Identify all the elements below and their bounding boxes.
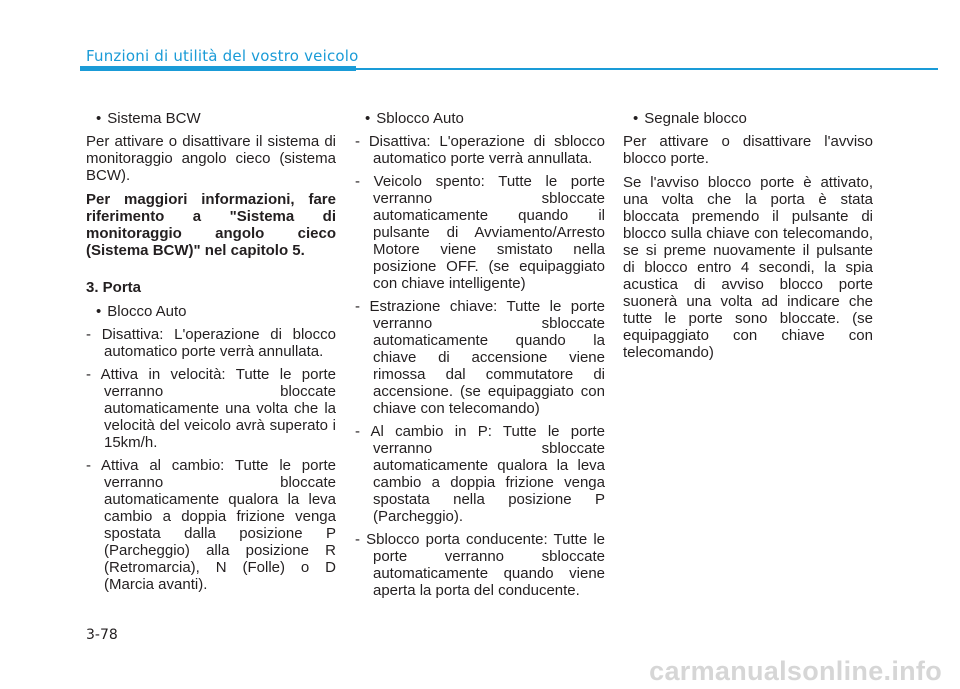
item-veicolo-spento: - Veicolo spento: Tutte le porte verranno sbloccate automaticamente quando il pulsante di Avviamento/Arresto Motore viene smistato nella posizione OFF. (se equipaggiato con chiave intelligente) <box>355 173 605 292</box>
page-number: 3-78 <box>86 627 118 643</box>
bullet-sblocco-auto: • Sblocco Auto <box>355 110 605 127</box>
section-title: Funzioni di utilità del vostro veicolo <box>86 47 359 65</box>
item-attiva-cambio: - Attiva al cambio: Tutte le porte verranno bloccate automaticamente qualora la leva cambio a doppia frizione venga spostata dalla posizione P (Parcheggio) alla posizione R (Retromarcia), N (Folle) o D (Marcia avanti). <box>86 457 336 593</box>
item-disattiva-sblocco: - Disattiva: L'operazione di sblocco automatico porte verrà annullata. <box>355 133 605 167</box>
bullet-segnale-blocco: • Segnale blocco <box>623 110 873 127</box>
column-left <box>86 110 336 599</box>
bullet-sistema-bcw: • Sistema BCW <box>86 110 336 127</box>
paragraph-bcw-reference: Per maggiori informazioni, fare riferimento a "Sistema di monitoraggio angolo cieco (Sistema BCW)" nel capitolo 5. <box>86 191 336 259</box>
watermark: carmanualsonline.info <box>649 656 942 686</box>
item-estrazione-chiave: - Estrazione chiave: Tutte le porte verranno sbloccate automaticamente quando la chiave di accensione viene rimossa dal commutatore di accensione. (se equipaggiato con chiave con telecomando) <box>355 298 605 417</box>
column-right <box>623 110 873 368</box>
item-attiva-velocita: - Attiva in velocità: Tutte le porte verranno bloccate automaticamente una volta che la velocità del veicolo avrà superato i 15km/h. <box>86 366 336 451</box>
heading-porta: 3. Porta <box>86 279 142 296</box>
bullet-blocco-auto: • Blocco Auto <box>86 303 336 320</box>
paragraph-segnale-detail: Se l'avviso blocco porte è attivato, una volta che la porta è stata bloccata premendo il pulsante di blocco sulla chiave con telecomando, se si preme nuovamente il pulsante di blocco entro 4 secondi, la spia acustica di avviso blocco porte suonerà una volta ad indicare che tutte le porte sono bloccate. (se equipaggiato con chiave con telecomando) <box>623 174 873 361</box>
item-cambio-p: - Al cambio in P: Tutte le porte verranno sbloccate automaticamente qualora la leva cambio a doppia frizione venga spostata nella posizione P (Parcheggio). <box>355 423 605 525</box>
paragraph-bcw-description: Per attivare o disattivare il sistema di monitoraggio angolo cieco (sistema BCW). <box>86 133 336 184</box>
item-disattiva-blocco: - Disattiva: L'operazione di blocco automatico porte verrà annullata. <box>86 326 336 360</box>
header-rule-thick <box>80 66 356 71</box>
paragraph-segnale-description: Per attivare o disattivare l'avviso blocco porte. <box>623 133 873 167</box>
item-sblocco-conducente: - Sblocco porta conducente: Tutte le porte verranno sbloccate automaticamente quando viene aperta la porta del conducente. <box>355 531 605 599</box>
header-rule-thin <box>356 68 938 70</box>
column-middle <box>355 110 605 605</box>
